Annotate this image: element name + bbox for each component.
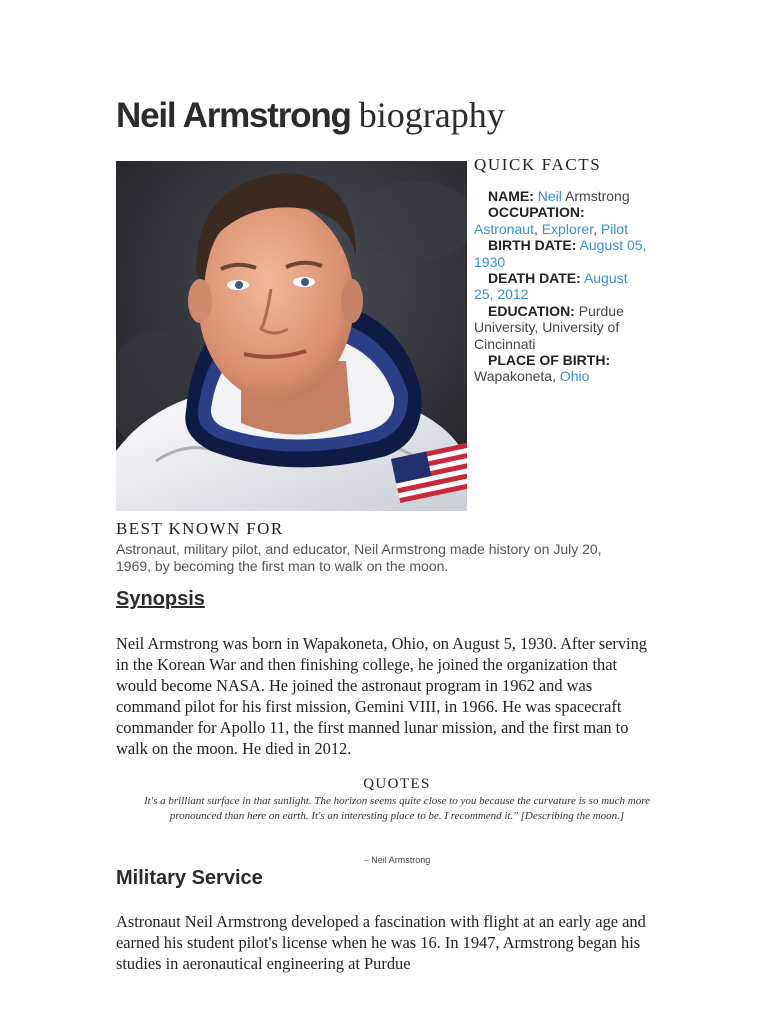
fact-label: NAME: bbox=[488, 188, 534, 204]
fact-value: Armstrong bbox=[565, 188, 630, 204]
title-suffix: biography bbox=[358, 95, 505, 135]
portrait-photo bbox=[116, 161, 467, 511]
state-link[interactable]: Ohio bbox=[559, 368, 590, 385]
best-known-heading: BEST KNOWN FOR bbox=[116, 519, 284, 538]
occupation-link-pilot[interactable]: Pilot bbox=[600, 220, 629, 237]
death-date-link[interactable]: August 25, 2012 bbox=[474, 270, 628, 303]
synopsis-heading: Synopsis bbox=[116, 588, 205, 610]
quick-facts-list bbox=[474, 188, 649, 385]
fact-occupation: OCCUPATION: Astronaut, Explorer, Pilot bbox=[474, 204, 629, 237]
fact-education bbox=[474, 303, 649, 352]
fact-label: BIRTH DATE: bbox=[488, 237, 577, 254]
fact-birth-date bbox=[474, 237, 649, 270]
military-service-heading: Military Service bbox=[116, 867, 263, 889]
name-link[interactable]: Neil bbox=[537, 188, 562, 204]
birth-date-link[interactable]: August 05, 1930 bbox=[474, 237, 647, 270]
quick-facts-heading: QUICK FACTS bbox=[474, 155, 602, 174]
fact-label: OCCUPATION: bbox=[488, 204, 585, 221]
occupation-link-explorer[interactable]: Explorer bbox=[541, 220, 594, 237]
fact-name bbox=[474, 188, 649, 204]
fact-label: PLACE OF BIRTH: bbox=[488, 352, 611, 369]
fact-label: EDUCATION: bbox=[488, 302, 575, 319]
synopsis-text: Neil Armstrong was born in Wapakoneta, Ohio, on August 5, 1930. After serving in the Korean War and then finishing college, he joined the organization that would become NASA. He joined the astronaut program in 1962 and was command pilot for his first mission, Gemini VIII, in 1966. He was spacecraft commander for Apollo 11, the first manned lunar mission, and the first man to walk on the moon. He died in 2012. bbox=[116, 634, 648, 758]
fact-label: DEATH DATE: bbox=[488, 270, 581, 287]
title-name: Neil Armstrong bbox=[116, 96, 351, 135]
occupation-link-astronaut[interactable]: Astronaut bbox=[474, 220, 534, 237]
page-title bbox=[116, 94, 505, 136]
fact-death-date bbox=[474, 270, 649, 303]
fact-value: Wapakoneta bbox=[474, 368, 553, 385]
quote-text: It's a brilliant surface in that sunlight. The horizon seems quite close to you because the curvature is so much more pronounced than here on earth. It's an interesting place to be. I recommend it." [Describing the moon.] bbox=[144, 795, 650, 822]
military-service-text: Astronaut Neil Armstrong developed a fascination with flight at an early age and earned his student pilot's license when he was 16. In 1947, Armstrong began his studies in aeronautical engineering at Purdue bbox=[116, 912, 646, 973]
fact-place-of-birth: PLACE OF BIRTH: Wapakoneta, Ohio bbox=[474, 352, 611, 385]
fact-value: Purdue University, University of Cincinnati bbox=[474, 302, 624, 352]
best-known-text: Astronaut, military pilot, and educator, Neil Armstrong made history on July 20, 1969, by becoming the first man to walk on the moon. bbox=[116, 541, 602, 574]
quotes-heading: QUOTES bbox=[363, 776, 431, 792]
quote-attribution: – Neil Armstrong bbox=[363, 855, 431, 865]
